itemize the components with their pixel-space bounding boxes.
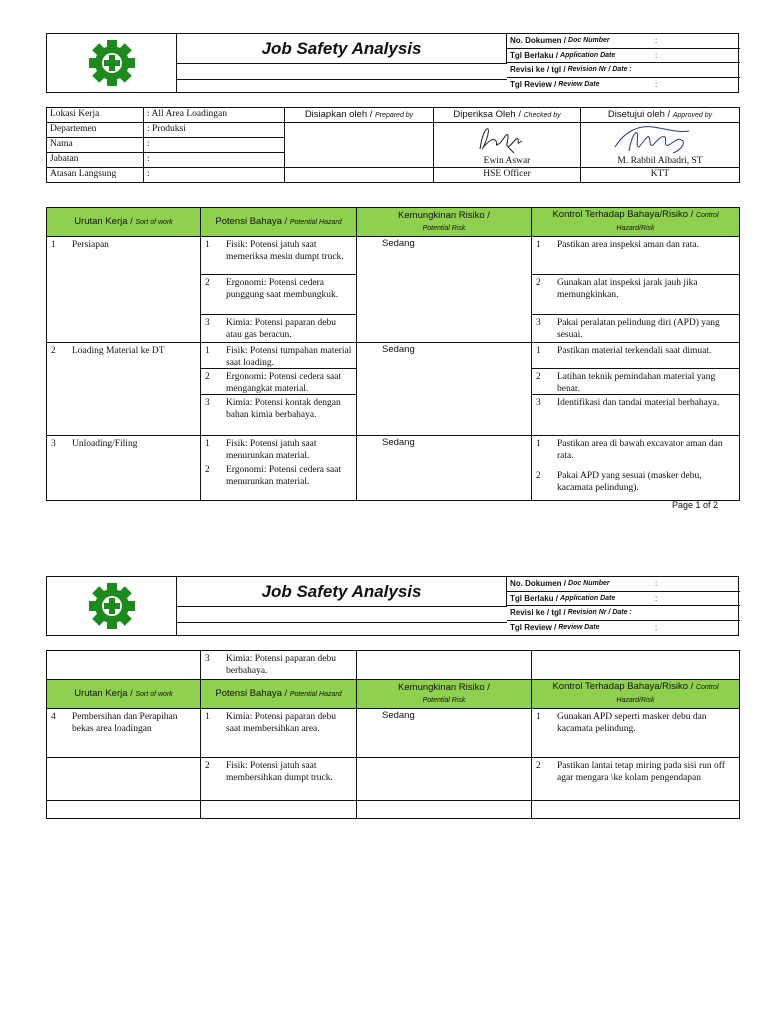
step-2-risk: Sedang xyxy=(357,343,532,436)
step-3-controls xyxy=(532,436,740,501)
departemen-label: Departemen xyxy=(47,123,144,138)
col-sort-of-work: Urutan Kerja / Sort of work xyxy=(47,208,201,237)
list-item: 2 Ergonomi: Potensi cedera punggung saat membungkuk. xyxy=(201,275,356,315)
prepared-by-label: Disiapkan oleh / Prepared by xyxy=(285,108,434,123)
doc-number-row: No. Dokumen / Doc Number : xyxy=(507,577,740,592)
prepared-role xyxy=(285,168,434,183)
header-block-page2 xyxy=(46,576,739,636)
list-item: 2 Latihan teknik pemindahan material yang benar. xyxy=(532,369,739,395)
col-control: Kontrol Terhadap Bahaya/Risiko / Control Hazard/Risk xyxy=(532,208,740,237)
list-item: 3 Identifikasi dan tandai material berbahaya. xyxy=(536,398,720,408)
list-item: 1 Fisik: Potensi jatuh saat menurunkan material. xyxy=(205,439,317,461)
lokasi-label: Lokasi Kerja xyxy=(47,108,144,123)
jsa-table-page1 xyxy=(46,207,740,501)
table-row xyxy=(47,343,740,436)
nama-value: : xyxy=(144,138,285,153)
jabatan-label: Jabatan xyxy=(47,153,144,168)
list-item: 1 Fisik: Potensi jatuh saat memeriksa mesin dumpt truck. xyxy=(201,237,356,275)
departemen-value: : Produksi xyxy=(144,123,285,138)
review-date-row: Tgl Review / Review Date : xyxy=(510,80,658,90)
doc-meta xyxy=(507,34,740,92)
atasan-value: : xyxy=(144,168,285,183)
step-2-name: 2 Loading Material ke DT xyxy=(47,343,201,436)
step-3-name: 3 Unloading/Filing xyxy=(47,436,201,501)
document-title: Job Safety Analysis xyxy=(177,34,507,64)
step-1-hazards xyxy=(201,237,357,343)
revision-row: Revisi ke / tgl / Revision Nr / Date : xyxy=(507,606,740,621)
col-sort-of-work: Urutan Kerja / Sort of work xyxy=(47,680,201,709)
checked-by-label: Diperiksa Oleh / Checked by xyxy=(434,108,581,123)
col-control: Kontrol Terhadap Bahaya/Risiko / Control Hazard/Risk xyxy=(532,680,740,709)
doc-number-row: No. Dokumen / Doc Number : xyxy=(507,34,740,49)
checker-role: HSE Officer xyxy=(434,168,581,183)
table-row xyxy=(47,651,740,680)
list-item: 2 Gunakan alat inspeksi jarak jauh jika memungkinkan. xyxy=(532,275,739,315)
step-4-risk: Sedang xyxy=(357,709,532,758)
logo-cell xyxy=(47,577,177,635)
list-item: 1 Fisik: Potensi tumpahan material saat loading. xyxy=(201,343,356,369)
approver-name: M. Rabbil Albadri, ST xyxy=(617,156,703,166)
table-row xyxy=(47,801,740,819)
document-title: Job Safety Analysis xyxy=(177,577,507,607)
table-row xyxy=(47,709,740,758)
table-row xyxy=(47,436,740,501)
list-item: 2 Ergonomi: Potensi cedera saat mengangkat material. xyxy=(201,369,356,395)
lokasi-value: : All Area Loadingan xyxy=(144,108,285,123)
revision-row: Revisi ke / tgl / Revision Nr / Date : xyxy=(507,63,740,78)
list-item: 2 Ergonomi: Potensi cedera saat menurunkan material. xyxy=(205,465,342,487)
approver-role: KTT xyxy=(581,168,740,183)
step-2-controls xyxy=(532,343,740,436)
list-item: 3 Kimia: Potensi kontak dengan bahan kimia berbahaya. xyxy=(205,398,341,420)
list-item: 3 Kimia: Potensi paparan debu atau gas beracun. xyxy=(205,318,337,340)
step-4-control-1: 1 Gunakan APD seperti masker debu dan kacamata pelindung. xyxy=(532,709,740,758)
jsa-table-page2 xyxy=(46,650,740,819)
col-potential-risk: Kemungkinan Risiko / Potential Risk xyxy=(357,208,532,237)
step-3-risk: Sedang xyxy=(357,436,532,501)
list-item: 1 Pastikan area di bawah excavator aman dan rata. xyxy=(536,439,723,461)
checker-signature-icon xyxy=(472,123,542,155)
col-potential-hazard: Potensi Bahaya / Potential Hazard xyxy=(201,680,357,709)
step-1-name: 1 Persiapan xyxy=(47,237,201,343)
app-date-row: Tgl Berlaku / Application Date : xyxy=(507,49,740,64)
list-item: 1 Pastikan material terkendali saat dimuat. xyxy=(532,343,739,369)
step-4-hazard-1: 1 Kimia: Potensi paparan debu saat membersihkan area. xyxy=(201,709,357,758)
list-item: 2 Pakai APD yang sesuai (masker debu, kacamata pelindung). xyxy=(536,471,702,493)
jabatan-value: : xyxy=(144,153,285,168)
step-1-risk: Sedang xyxy=(357,237,532,343)
logo-cell xyxy=(47,34,177,92)
step-4-name: 4 Pembersihan dan Perapihan bekas area loadingan xyxy=(47,709,201,758)
table-row xyxy=(47,758,740,801)
col-potential-hazard: Potensi Bahaya / Potential Hazard xyxy=(201,208,357,237)
nama-label: Nama xyxy=(47,138,144,153)
safety-gear-icon xyxy=(87,38,137,88)
approved-by-signature xyxy=(581,123,740,168)
step-3-hazards xyxy=(201,436,357,501)
col-potential-risk: Kemungkinan Risiko / Potential Risk xyxy=(357,680,532,709)
step-4-hazard-2: 2 Fisik: Potensi jatuh saat membersihkan dumpt truck. xyxy=(201,758,357,801)
approved-by-label: Disetujui oleh / Approved by xyxy=(581,108,740,123)
app-date-row: Tgl Berlaku / Application Date : xyxy=(507,592,740,607)
list-item: 3 Pakai peralatan pelindung diri (APD) yang sesuai. xyxy=(536,318,720,340)
page-number-1: Page 1 of 2 xyxy=(672,500,719,510)
header-block xyxy=(46,33,739,93)
checker-name: Ewin Aswar xyxy=(483,156,531,166)
checked-by-signature xyxy=(434,123,581,168)
step-1-controls xyxy=(532,237,740,343)
prepared-by-signature xyxy=(285,123,434,168)
info-table xyxy=(46,107,740,183)
list-item: 1 Pastikan area inspeksi aman dan rata. xyxy=(532,237,739,275)
step-4-control-2: 2 Pastikan lantai tetap miring pada sisi run off agar mengara \ke kolam pengendapan xyxy=(532,758,740,801)
carry-over-hazard: 3 Kimia: Potensi paparan debu berbahaya. xyxy=(201,651,357,680)
step-2-hazards xyxy=(201,343,357,436)
atasan-label: Atasan Langsung xyxy=(47,168,144,183)
safety-gear-icon xyxy=(87,581,137,631)
table-row xyxy=(47,237,740,343)
doc-meta xyxy=(507,577,740,635)
review-date-row: Tgl Review / Review Date : xyxy=(510,623,658,633)
approver-signature-icon xyxy=(609,121,699,159)
